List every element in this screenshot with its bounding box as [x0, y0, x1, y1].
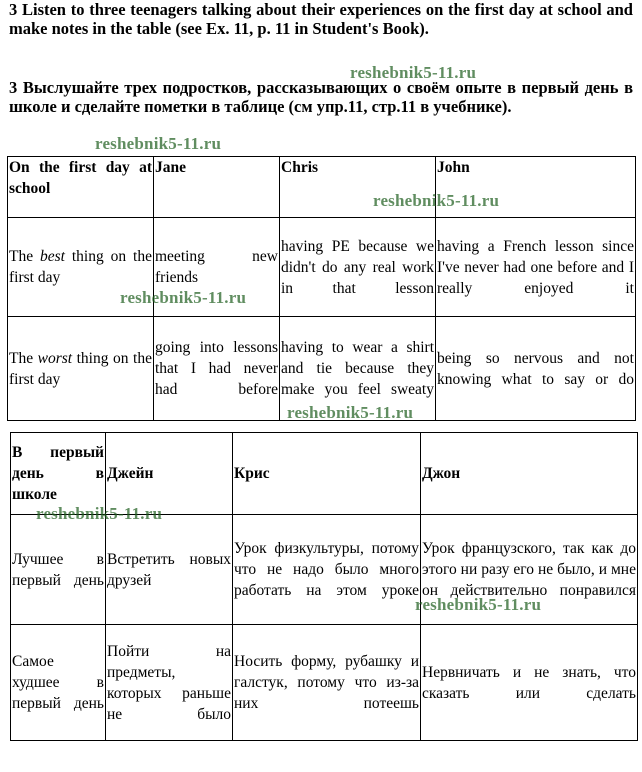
task-heading-ru: 3 Выслушайте трех подростков, рассказывающих о своём опыте в первый день в школе и сделайте пометки в таблице (см упр.11, стр.11 в учебнике). — [9, 78, 633, 116]
notes-table-ru — [10, 432, 638, 741]
table-row — [11, 515, 638, 625]
row-label: The worst thing on the first day — [8, 317, 154, 421]
table-cell: having to wear a shirt and tie because they make you feel sweaty — [280, 317, 436, 421]
table-cell: Пойти на предметы, которых раньше не было — [106, 625, 233, 741]
table-cell: having a French lesson since I've never had one before and I really enjoyed it — [436, 218, 636, 317]
table-cell: meeting new friends — [154, 218, 280, 317]
watermark: reshebnik5-11.ru — [95, 134, 222, 153]
table-row — [8, 218, 636, 317]
table-cell: Встретить новых друзей — [106, 515, 233, 625]
watermark: reshebnik5-11.ru — [415, 595, 542, 614]
header-cell: Джейн — [106, 433, 233, 515]
task-heading-en: 3 Listen to three teenagers talking about their experiences on the first day at school and make notes in the table (see Ex. 11, p. 11 in Student's Book). — [9, 0, 633, 38]
table-cell: Носить форму, рубашку и галстук, потому что из-за них потеешь — [233, 625, 421, 741]
row-label: The best thing on the first day — [8, 218, 154, 317]
table-cell: having PE because we didn't do any real work in that lesson — [280, 218, 436, 317]
header-cell: On the first day at school — [8, 157, 154, 218]
table-cell: going into lessons that I had never had before — [154, 317, 280, 421]
header-cell: Крис — [233, 433, 421, 515]
watermark: reshebnik5-11.ru — [350, 63, 477, 82]
row-label: Самое худшее в первый день — [11, 625, 106, 741]
header-cell: Chris — [280, 157, 436, 218]
header-cell: John — [436, 157, 636, 218]
header-cell: В первый день в школе — [11, 433, 106, 515]
table-cell: Нервничать и не знать, что сказать или сделать — [421, 625, 638, 741]
notes-table-en — [7, 156, 636, 421]
watermark: reshebnik5-11.ru — [36, 504, 163, 523]
table-header-row — [11, 433, 638, 515]
watermark: reshebnik5-11.ru — [287, 403, 414, 422]
table-row — [11, 625, 638, 741]
table-header-row — [8, 157, 636, 218]
header-cell: Jane — [154, 157, 280, 218]
watermark: reshebnik5-11.ru — [373, 191, 500, 210]
table-cell: being so nervous and not knowing what to say or do — [436, 317, 636, 421]
table-cell: Урок французского, так как до этого ни разу его не было, и мне он действительно понравился — [421, 515, 638, 625]
watermark: reshebnik5-11.ru — [120, 288, 247, 307]
row-label: Лучшее в первый день — [11, 515, 106, 625]
header-cell: Джон — [421, 433, 638, 515]
table-cell: Урок физкультуры, потому что не надо было много работать на этом уроке — [233, 515, 421, 625]
